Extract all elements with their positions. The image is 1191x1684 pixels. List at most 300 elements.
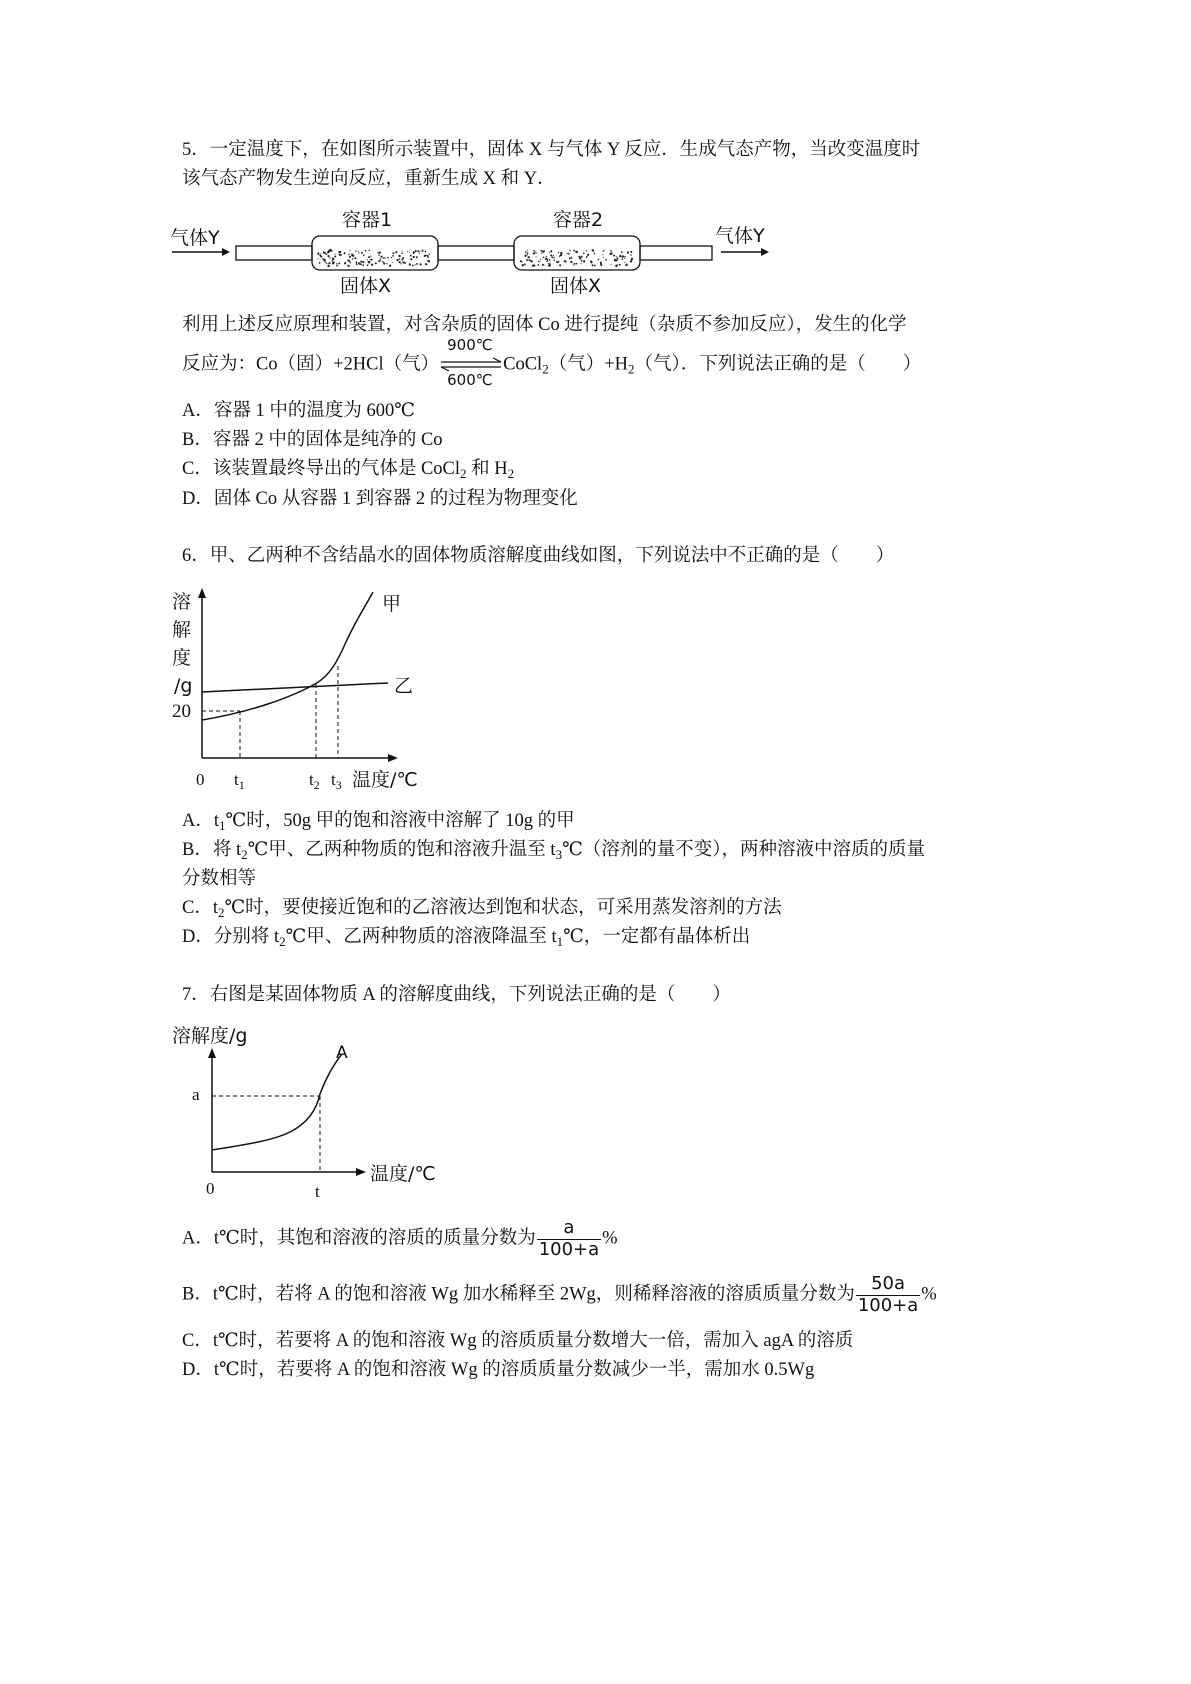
subscript: 2: [241, 847, 248, 862]
particle-dot: [416, 256, 418, 258]
tick-t3: [331, 770, 342, 792]
particle-dot: [360, 261, 362, 263]
q7-stem: 7．右图是某固体物质 A 的溶解度曲线，下列说法正确的是（ ）: [182, 985, 731, 1005]
reaction-suffix: （气）．下列说法正确的是（ ）: [634, 354, 922, 375]
q7-option-a: [182, 1218, 618, 1260]
particle-dot: [546, 260, 548, 262]
particle-dot: [427, 255, 429, 257]
particle-dot: [574, 263, 576, 265]
particle-dot: [396, 259, 398, 261]
q7-solubility-chart: [170, 1016, 460, 1206]
particle-dot: [383, 262, 385, 264]
reverse-condition: 600℃: [447, 371, 493, 389]
particle-dot: [613, 255, 615, 257]
particle-dot: [548, 265, 550, 267]
subscript: 2: [460, 466, 467, 481]
particle-dot: [400, 263, 401, 264]
gas-in-label: 气体Y: [170, 227, 220, 249]
particle-dot: [370, 256, 371, 257]
percent-sign: %: [921, 1284, 937, 1305]
particle-dot: [317, 253, 319, 255]
particle-dot: [356, 264, 358, 266]
text: B．将 t: [182, 840, 242, 860]
particle-dot: [369, 250, 370, 251]
particle-dot: [386, 263, 387, 264]
particle-dot: [356, 262, 358, 264]
particle-dot: [610, 264, 611, 265]
x-axis-label: 温度/℃: [370, 1163, 436, 1185]
particle-dot: [338, 262, 340, 264]
particle-dot: [348, 254, 350, 256]
forward-condition: 900℃: [447, 336, 493, 354]
y-tick-20: 20: [172, 701, 191, 722]
particle-dot: [332, 262, 334, 264]
particle-dot: [553, 255, 554, 256]
particle-dot: [322, 258, 324, 260]
particle-dot: [570, 261, 572, 263]
particle-dot: [554, 259, 556, 261]
particle-dot: [543, 256, 545, 258]
q6-option-b: [182, 841, 925, 861]
text: ℃甲、乙两种物质的饱和溶液升温至 t: [247, 840, 556, 860]
particle-dot: [419, 253, 420, 254]
y-axis-label-char: 度: [172, 647, 192, 669]
particle-dot: [350, 262, 351, 263]
particle-dot: [529, 259, 531, 261]
subscript: 1: [556, 934, 564, 949]
particle-dot: [378, 254, 379, 255]
solid-x-particles-1: [317, 249, 430, 267]
x-tick-t: t: [315, 1182, 320, 1201]
particle-dot: [392, 262, 393, 263]
particle-dot: [396, 252, 397, 253]
particle-dot: [525, 252, 526, 253]
particle-dot: [539, 261, 540, 262]
denominator: 100+a: [538, 1238, 600, 1260]
particle-dot: [546, 256, 547, 257]
particle-dot: [558, 252, 559, 253]
particle-dot: [332, 258, 334, 260]
q5-stem: 利用上述反应原理和装置，对含杂质的固体 Co 进行提纯（杂质不参加反应），发生的化学: [182, 315, 907, 335]
tick-t1: [234, 770, 245, 792]
particle-dot: [615, 265, 617, 267]
q6-solubility-chart: [170, 580, 430, 794]
particle-dot: [550, 251, 551, 252]
particle-dot: [327, 265, 329, 267]
container-1: [312, 236, 438, 270]
particle-dot: [559, 264, 561, 266]
curve-jia: [202, 592, 373, 720]
particle-dot: [549, 259, 551, 261]
particle-dot: [352, 258, 353, 259]
y-axis-label-char: /g: [174, 675, 193, 697]
particle-dot: [402, 251, 403, 252]
particle-dot: [586, 256, 588, 258]
particle-dot: [320, 253, 321, 254]
particle-dot: [355, 261, 356, 262]
particle-dot: [401, 258, 403, 260]
text: ℃，一定都有晶体析出: [563, 927, 751, 947]
text: B．t℃时，若将 A 的饱和溶液 Wg 加水稀释至 2Wg，则稀释溶液的溶质质量分数为: [182, 1284, 855, 1305]
particle-dot: [369, 259, 370, 260]
label-yi: 乙: [394, 675, 414, 697]
denominator: 100+a: [857, 1294, 919, 1316]
particle-dot: [358, 252, 359, 253]
particle-dot: [598, 259, 600, 261]
particle-dot: [361, 252, 363, 254]
particle-dot: [573, 250, 575, 252]
particle-dot: [325, 262, 326, 263]
q5-reaction-line: [182, 336, 922, 389]
particle-dot: [382, 261, 384, 263]
particle-dot: [528, 256, 530, 258]
particle-dot: [409, 252, 410, 253]
particle-dot: [573, 265, 574, 266]
particle-dot: [593, 250, 595, 252]
particle-dot: [401, 252, 403, 254]
particle-dot: [600, 262, 602, 264]
particle-dot: [407, 251, 408, 252]
particle-dot: [410, 255, 412, 257]
particle-dot: [412, 265, 414, 267]
numerator: 50a: [871, 1273, 906, 1294]
particle-dot: [540, 259, 541, 260]
text: A．t: [182, 811, 220, 831]
particle-dot: [538, 261, 539, 262]
particle-dot: [566, 261, 567, 262]
particle-dot: [549, 252, 550, 253]
fraction: [856, 1274, 920, 1316]
particle-dot: [567, 253, 568, 254]
particle-dot: [622, 256, 623, 257]
particle-dot: [619, 264, 621, 266]
particle-dot: [368, 256, 370, 258]
q5-intro-line2: 该气态产物发生逆向反应，重新生成 X 和 Y．: [182, 169, 556, 189]
particle-dot: [402, 257, 404, 259]
particle-dot: [600, 264, 602, 266]
particle-dot: [578, 256, 580, 258]
text: ℃时，要使接近饱和的乙溶液达到饱和状态，可采用蒸发溶剂的方法: [224, 898, 782, 918]
q5-apparatus-diagram: [170, 204, 790, 300]
particle-dot: [339, 254, 341, 256]
particle-dot: [367, 264, 369, 266]
particle-dot: [541, 253, 542, 254]
particle-dot: [594, 265, 596, 267]
particle-dot: [377, 252, 379, 254]
particle-dot: [583, 260, 584, 261]
particle-dot: [428, 254, 429, 255]
particle-dot: [391, 257, 392, 258]
tick-sub: 3: [335, 778, 342, 792]
particle-dot: [362, 264, 364, 266]
particle-dot: [521, 264, 523, 266]
particle-dot: [334, 256, 336, 258]
particle-dot: [525, 255, 527, 257]
particle-dot: [415, 250, 417, 252]
particle-dot: [603, 250, 604, 251]
particle-dot: [329, 257, 330, 258]
particle-dot: [427, 257, 428, 258]
particle-dot: [546, 258, 548, 260]
inlet-tube: [236, 246, 312, 260]
tick-text: t: [309, 770, 314, 789]
curve-label-a: A: [336, 1043, 348, 1063]
arrow-head-icon: [761, 248, 769, 256]
particle-dot: [550, 254, 552, 256]
particle-dot: [627, 251, 629, 253]
particle-dot: [609, 253, 610, 254]
particle-dot: [553, 258, 554, 259]
particle-dot: [352, 255, 354, 257]
particle-dot: [543, 250, 545, 252]
particle-dot: [610, 250, 612, 252]
particle-dot: [338, 251, 340, 253]
origin-label: 0: [196, 770, 205, 789]
particle-dot: [559, 255, 560, 256]
particle-dot: [630, 260, 632, 262]
particle-dot: [345, 262, 346, 263]
reversible-arrow: [439, 336, 503, 389]
container-1-label: 容器1: [342, 209, 393, 231]
particle-dot: [587, 254, 589, 256]
percent-sign: %: [602, 1228, 618, 1249]
text: C．t: [182, 898, 218, 918]
particle-dot: [347, 260, 349, 262]
tick-sub: 2: [313, 778, 320, 792]
particle-dot: [368, 261, 370, 263]
particle-dot: [624, 258, 625, 259]
particle-dot: [326, 263, 327, 264]
particle-dot: [318, 258, 319, 259]
particle-dot: [551, 256, 553, 258]
product-h: （气）+H: [548, 354, 628, 375]
curve-yi: [202, 683, 388, 692]
tick-text: t: [234, 770, 239, 789]
particle-dot: [571, 257, 572, 258]
particle-dot: [631, 259, 633, 261]
particle-dot: [360, 263, 362, 265]
text: ℃甲、乙两种物质的溶液降温至 t: [285, 927, 557, 947]
particle-dot: [536, 256, 537, 257]
particle-dot: [384, 257, 385, 258]
particle-dot: [626, 264, 628, 266]
particle-dot: [602, 254, 603, 255]
x-axis-label: 温度/℃: [352, 769, 418, 791]
particle-dot: [380, 256, 382, 258]
particle-dot: [355, 251, 356, 252]
particle-dot: [617, 257, 619, 259]
connecting-tube: [438, 246, 514, 260]
product-cocl: CoCl: [503, 354, 543, 375]
origin-label: 0: [206, 1179, 215, 1198]
particle-dot: [375, 262, 377, 264]
particle-dot: [419, 263, 421, 265]
particle-dot: [554, 257, 555, 258]
particle-dot: [425, 251, 427, 253]
particle-dot: [336, 263, 337, 264]
text: D．分别将 t: [182, 927, 280, 947]
subscript: 3: [555, 847, 563, 862]
particle-dot: [326, 253, 328, 255]
particle-dot: [571, 258, 572, 259]
tick-t2: [309, 770, 320, 792]
particle-dot: [556, 261, 558, 263]
particle-dot: [351, 253, 353, 255]
label-jia: 甲: [382, 593, 402, 615]
particle-dot: [319, 262, 321, 264]
particle-dot: [398, 255, 400, 257]
particle-dot: [393, 252, 395, 254]
particle-dot: [358, 251, 359, 252]
particle-dot: [378, 260, 380, 262]
particle-dot: [387, 257, 389, 259]
q6-stem: 6．甲、乙两种不含结晶水的固体物质溶解度曲线如图，下列说法中不正确的是（ ）: [182, 546, 895, 566]
solid-1-label: 固体X: [340, 275, 392, 297]
particle-dot: [594, 252, 595, 253]
q6-option-d: [182, 928, 750, 948]
particle-dot: [399, 258, 401, 260]
particle-dot: [328, 262, 330, 264]
particle-dot: [425, 263, 427, 265]
particle-dot: [568, 253, 570, 255]
particle-dot: [592, 264, 594, 266]
particle-dot: [349, 256, 351, 258]
particle-dot: [416, 263, 418, 265]
q5-intro-line1: 5．一定温度下，在如图所示装置中，固体 X 与气体 Y 反应．生成气态产物，当改变温度时: [182, 140, 921, 160]
numerator: a: [563, 1217, 575, 1238]
particle-dot: [371, 263, 373, 265]
particle-dot: [581, 260, 583, 262]
particle-dot: [570, 250, 571, 251]
particle-dot: [602, 251, 603, 252]
particle-dot: [409, 263, 411, 265]
text: ℃时，50g 甲的饱和溶液中溶解了 10g 的甲: [225, 811, 575, 831]
q7-option-c: C．t℃时，若要将 A 的饱和溶液 Wg 的溶质质量分数增大一倍，需加入 agA 的溶质: [182, 1331, 854, 1351]
particle-dot: [530, 260, 532, 262]
curve-a: [212, 1054, 342, 1150]
particle-dot: [344, 252, 346, 254]
gas-out-label: 气体Y: [715, 225, 765, 247]
particle-dot: [603, 257, 604, 258]
y-axis-arrow-icon: [208, 1048, 216, 1058]
particle-dot: [324, 260, 326, 262]
particle-dot: [413, 252, 415, 254]
particle-dot: [575, 251, 577, 253]
particle-dot: [619, 255, 621, 257]
particle-dot: [410, 258, 412, 260]
outlet-tube: [640, 246, 712, 260]
y-tick-a: a: [192, 1085, 200, 1104]
particle-dot: [336, 265, 338, 267]
y-axis-label: 溶解度/g: [172, 1025, 248, 1047]
q5-option-d: D．固体 Co 从容器 1 到容器 2 的过程为物理变化: [182, 489, 578, 509]
particle-dot: [586, 250, 587, 251]
subscript: 2: [507, 466, 515, 481]
particle-dot: [380, 258, 381, 259]
particle-dot: [591, 261, 592, 262]
particle-dot: [564, 260, 566, 262]
particle-dot: [334, 254, 335, 255]
particle-dot: [415, 264, 416, 265]
x-axis-arrow-icon: [388, 754, 398, 762]
particle-dot: [365, 250, 367, 252]
particle-dot: [560, 252, 562, 254]
x-axis-arrow-icon: [356, 1168, 366, 1176]
particle-dot: [331, 260, 333, 262]
particle-dot: [576, 263, 578, 265]
particle-dot: [524, 263, 526, 265]
particle-dot: [328, 250, 330, 252]
particle-dot: [580, 263, 581, 264]
fraction: [537, 1218, 601, 1260]
y-axis-label-char: 解: [172, 619, 192, 641]
particle-dot: [371, 259, 373, 261]
subscript: 2: [279, 934, 286, 949]
particle-dot: [581, 256, 583, 258]
text: 和 H: [466, 459, 508, 479]
particle-dot: [324, 252, 326, 254]
particle-dot: [402, 261, 404, 263]
particle-dot: [569, 257, 571, 259]
arrow-head-icon: [222, 248, 230, 256]
particle-dot: [526, 259, 528, 261]
q6-option-a: [182, 812, 575, 832]
particle-dot: [527, 252, 529, 254]
subscript: 1: [219, 818, 226, 833]
reaction-reactants: 反应为：Co（固）+2HCl（气）: [182, 354, 440, 375]
particle-dot: [615, 259, 617, 261]
particle-dot: [417, 250, 419, 252]
particle-dot: [535, 252, 537, 254]
tick-text: t: [331, 770, 336, 789]
subscript: 2: [217, 905, 225, 920]
particle-dot: [533, 252, 535, 254]
particle-dot: [580, 259, 581, 260]
particle-dot: [328, 255, 330, 257]
particle-dot: [624, 262, 625, 263]
particle-dot: [354, 257, 356, 259]
text: C．该装置最终导出的气体是 CoCl: [182, 459, 461, 479]
text: ℃（溶剂的量不变），两种溶液中溶质的质量: [562, 840, 926, 860]
particle-dot: [630, 251, 632, 253]
particle-dot: [621, 258, 623, 260]
q6-option-c: [182, 899, 782, 919]
subscript: 2: [628, 361, 635, 377]
y-axis-label-char: 溶: [172, 591, 192, 613]
particle-dot: [533, 264, 535, 266]
particle-dot: [527, 254, 528, 255]
particle-dot: [399, 261, 401, 263]
particle-dot: [389, 265, 391, 267]
y-axis-arrow-icon: [198, 588, 206, 598]
q7-option-d: D．t℃时，若要将 A 的饱和溶液 Wg 的溶质质量分数减少一半，需加水 0.5Wg: [182, 1360, 815, 1380]
container-2-label: 容器2: [553, 209, 604, 231]
particle-dot: [362, 261, 364, 263]
particle-dot: [520, 260, 522, 262]
particle-dot: [533, 250, 535, 252]
q5-option-c: [182, 460, 514, 480]
particle-dot: [624, 256, 625, 257]
subscript: 2: [542, 361, 549, 377]
particle-dot: [367, 259, 368, 260]
particle-dot: [605, 259, 607, 261]
particle-dot: [379, 252, 381, 254]
q5-option-a: A．容器 1 中的温度为 600℃: [182, 401, 415, 421]
particle-dot: [413, 256, 415, 258]
particle-dot: [541, 250, 543, 252]
particle-dot: [358, 262, 360, 264]
particle-dot: [427, 261, 428, 262]
